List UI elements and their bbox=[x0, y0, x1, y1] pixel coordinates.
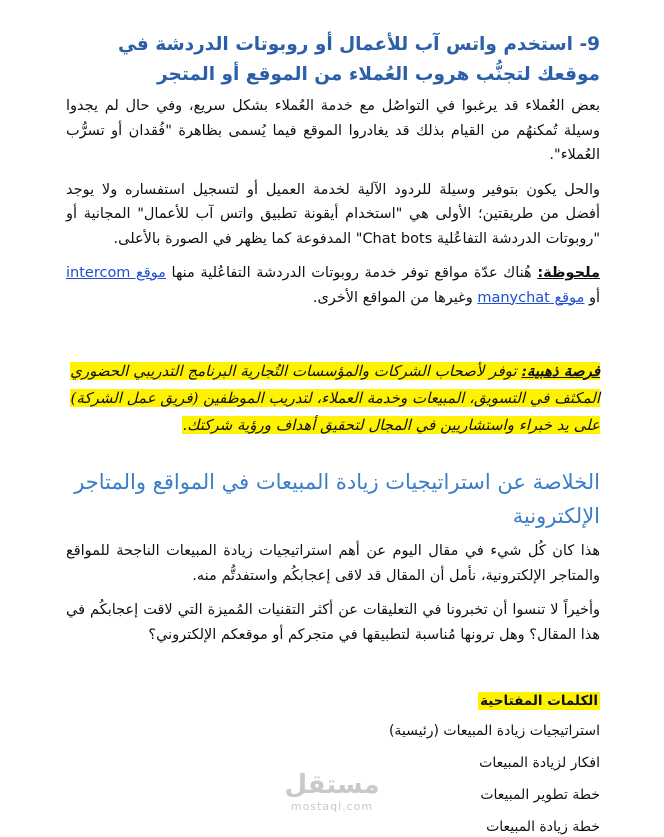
keyword-item: خطة تطوير المبيعات bbox=[480, 787, 600, 803]
section-9-paragraph-1: بعض العُملاء قد يرغبوا في التواصُل مع خدمة العُملاء بشكل سريع، وفي حال لم يجدوا وسيلة تُمكنهُم من القيام بذلك قد يغادروا الموقع فيما يُسمى بظاهرة "فُقدان أو تسرُّب العُملاء". bbox=[66, 98, 600, 163]
watermark-latin: mostaql.com bbox=[290, 800, 374, 813]
note-label: ملحوظة: bbox=[537, 265, 600, 281]
watermark-arabic: مستقل bbox=[284, 770, 380, 800]
mostaql-watermark bbox=[282, 770, 382, 813]
golden-opportunity-label: فرصة ذهبية: bbox=[521, 362, 600, 380]
intercom-link[interactable]: موقع intercom bbox=[66, 265, 166, 281]
keywords-heading: الكلمات المفتاحية bbox=[480, 693, 598, 709]
section-9-paragraph-2: والحل يكون بتوفير وسيلة للردود الآلية لخدمة العميل أو لتسجيل استفساره ولا يوجد أفضل من طريقتين؛ الأولى هي "استخدام أيقونة تطبيق واتس آب للأعمال" المجانية أو "روبوتات الدردشة التفاعُلية Chat bots" المدفوعة كما يظهر في الصورة بالأعلى. bbox=[66, 181, 600, 247]
keyword-item: خطة زيادة المبيعات bbox=[486, 819, 600, 835]
chatbot-note bbox=[66, 261, 600, 310]
summary-paragraph-2: وأخيراً لا تنسوا أن تخبرونا في التعليقات عن أكثر التقنيات المُميزة التي لاقت إعجابكُم في هذا المقال؟ وهل ترونها مُناسبة لتطبيقها في متجركم أو موقعكم الإلكتروني؟ bbox=[66, 602, 600, 643]
note-text-1: هُناك عدّة مواقع توفر خدمة روبوتات الدردشة التفاعُلية منها bbox=[165, 265, 538, 281]
note-text-3: وغيرها من المواقع الأخرى. bbox=[312, 289, 478, 306]
keyword-item: افكار لزيادة المبيعات bbox=[479, 755, 600, 771]
manychat-link[interactable]: موقع manychat bbox=[477, 289, 585, 306]
section-9-heading: 9- استخدم واتس آب للأعمال أو روبوتات الدردشة في موقعك لتجنُّب هروب العُملاء من الموقع أو المتجر bbox=[117, 34, 600, 85]
keyword-item: استراتيجيات زيادة المبيعات (رئيسية) bbox=[388, 723, 600, 739]
note-text-2: أو bbox=[584, 289, 600, 306]
summary-heading: الخلاصة عن استراتيجيات زيادة المبيعات في المواقع والمتاجر الإلكترونية bbox=[74, 470, 600, 528]
golden-opportunity-text: توفر لأصحاب الشركات والمؤسسات التُجارية البرنامج التدريبي الحضوري المكثف في التسويق، المبيعات وخدمة العملاء، لتدريب الموظفين (فريق عمل الشركة) على يد خبراء واستشاريين في المجال لتحقيق أهداف ورؤية شركتك. bbox=[70, 362, 600, 434]
golden-opportunity bbox=[66, 358, 600, 439]
summary-paragraph-1: هذا كان كُل شيء في مقال اليوم عن أهم استراتيجيات زيادة المبيعات الناجحة للمواقع والمتاجر الإلكترونية، نأمل أن المقال قد لاقى إعجابكُم واستفدتُّم منه. bbox=[66, 543, 600, 584]
